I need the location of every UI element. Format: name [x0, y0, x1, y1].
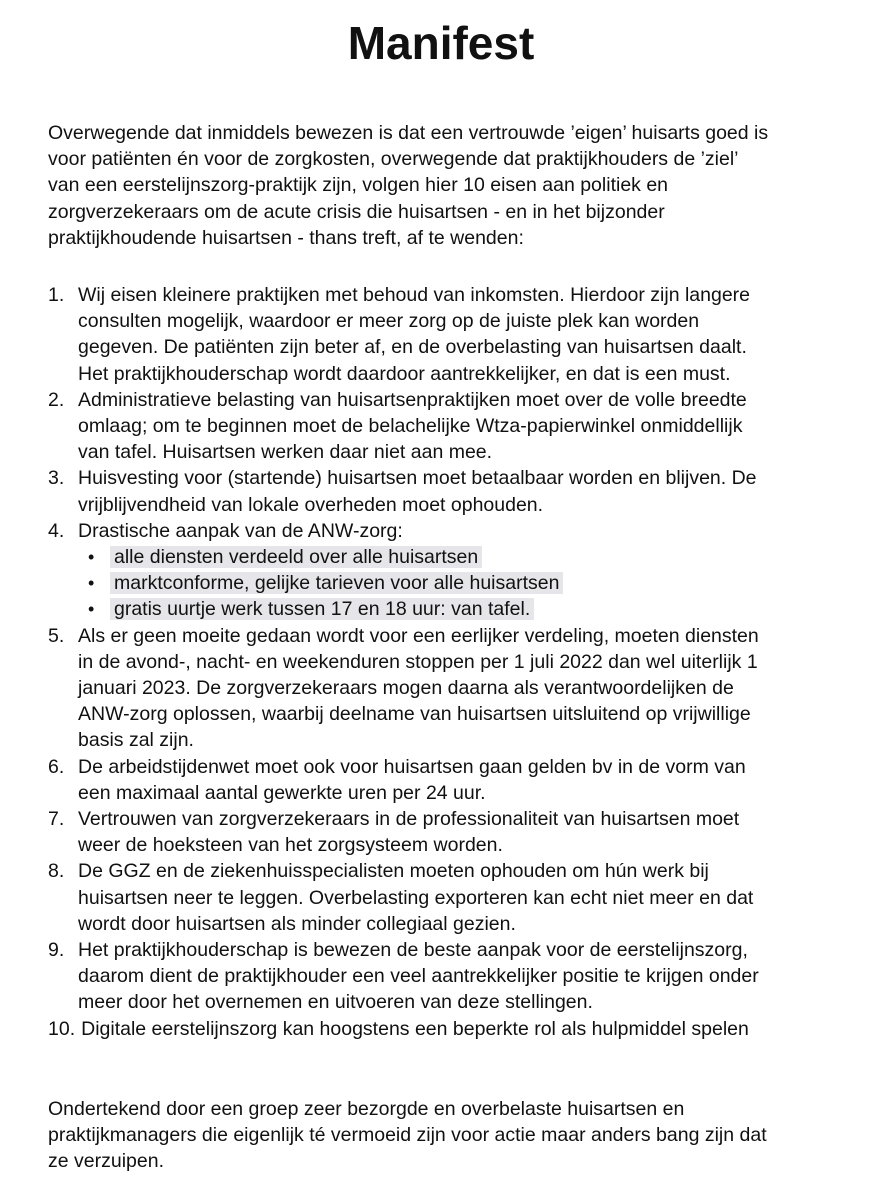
- intro-line: zorgverzekeraars om de acute crisis die huisartsen - en in het bijzonder: [48, 200, 665, 223]
- item-line: Administratieve belasting van huisartsenpraktijken moet over de volle breedte: [78, 388, 747, 411]
- list-item: [48, 387, 848, 466]
- list-item: [48, 754, 848, 806]
- sub-bullet-list: [78, 544, 848, 623]
- item-number: 10.: [48, 1017, 76, 1040]
- item-line: Drastische aanpak van de ANW-zorg:: [78, 519, 403, 542]
- item-line: Digitale eerstelijnszorg kan hoogstens een beperkte rol als hulpmiddel spelen: [81, 1017, 749, 1040]
- intro-line: praktijkhoudende huisartsen - thans treft, af te wenden:: [48, 226, 524, 249]
- list-item: [48, 282, 848, 387]
- item-line: weer de hoeksteen van het zorgsysteem worden.: [78, 834, 503, 857]
- highlighted-text: alle diensten verdeeld over alle huisartsen: [110, 546, 482, 568]
- bullet-icon: •: [88, 573, 95, 594]
- item-line: Vertrouwen van zorgverzekeraars in de professionaliteit van huisartsen moet: [78, 808, 740, 831]
- item-line: Als er geen moeite gedaan wordt voor een eerlijker verdeling, moeten diensten: [78, 624, 759, 647]
- sub-bullet-item: [78, 544, 848, 570]
- item-number: 8.: [48, 860, 65, 883]
- item-number: 1.: [48, 284, 65, 306]
- item-number: 6.: [48, 755, 65, 778]
- item-line: omlaag; om te beginnen moet de belachelijke Wtza-papierwinkel onmiddellijk: [78, 415, 743, 438]
- list-item: [48, 858, 848, 937]
- item-number: 4.: [48, 519, 65, 542]
- item-number: 5.: [48, 624, 65, 647]
- intro-line: Overwegende dat inmiddels bewezen is dat een vertrouwde ’eigen’ huisarts goed is: [48, 122, 769, 144]
- demands-list: [48, 282, 848, 1042]
- page-title: Manifest: [347, 17, 535, 69]
- item-line: basis zal zijn.: [78, 729, 194, 752]
- outro-line: praktijkmanagers die eigenlijk té vermoeid zijn voor actie maar anders bang zijn dat: [48, 1124, 767, 1147]
- item-line: gegeven. De patiënten zijn beter af, en de overbelasting van huisartsen daalt.: [78, 336, 747, 359]
- list-item: [48, 1016, 848, 1042]
- bullet-icon: •: [88, 599, 95, 620]
- item-line: een maximaal aantal gewerkte uren per 24 uur.: [78, 781, 486, 804]
- item-line: consulten mogelijk, waardoor er meer zorg op de juiste plek kan worden: [78, 310, 700, 333]
- item-line: januari 2023. De zorgverzekeraars mogen daarna als verantwoordelijken de: [78, 677, 734, 700]
- item-line: meer door het overnemen en uitvoeren van deze stellingen.: [78, 991, 593, 1014]
- list-item: [48, 518, 848, 623]
- intro-line: van een eerstelijnszorg-praktijk zijn, volgen hier 10 eisen aan politiek en: [48, 174, 669, 197]
- item-number: 7.: [48, 808, 65, 831]
- item-line: De GGZ en de ziekenhuisspecialisten moeten ophouden om hún werk bij: [78, 860, 709, 883]
- item-line: De arbeidstijdenwet moet ook voor huisartsen gaan gelden bv in de vorm van: [78, 755, 746, 778]
- list-item: [48, 806, 848, 858]
- list-item: [48, 623, 848, 754]
- item-line: ANW-zorg oplossen, waarbij deelname van huisartsen uitsluitend op vrijwillige: [78, 703, 751, 726]
- sub-bullet-item: [78, 570, 848, 596]
- item-line: huisartsen neer te leggen. Overbelasting exporteren kan echt niet meer en dat: [78, 886, 754, 909]
- item-line: daarom dient de praktijkhouder een veel aantrekkelijker positie te krijgen onder: [78, 965, 759, 988]
- item-line: Het praktijkhouderschap wordt daardoor aantrekkelijker, en dat is een must.: [78, 362, 731, 385]
- intro-line: voor patiënten én voor de zorgkosten, overwegende dat praktijkhouders de ’ziel’: [48, 148, 739, 171]
- item-line: Wij eisen kleinere praktijken met behoud van inkomsten. Hierdoor zijn langere: [78, 284, 751, 306]
- intro-paragraph: [48, 120, 848, 251]
- item-line: Het praktijkhouderschap is bewezen de beste aanpak voor de eerstelijnszorg,: [78, 939, 748, 962]
- sub-bullet-item: [78, 596, 848, 622]
- item-number: 2.: [48, 388, 65, 411]
- signature-paragraph: [48, 1096, 848, 1175]
- item-line: wordt door huisartsen als minder collegiaal gezien.: [78, 912, 516, 935]
- outro-line: Ondertekend door een groep zeer bezorgde en overbelaste huisartsen en: [48, 1098, 685, 1120]
- item-line: van tafel. Huisartsen werken daar niet aan mee.: [78, 441, 493, 464]
- item-line: vrijblijvendheid van lokale overheden moet ophouden.: [78, 493, 544, 516]
- item-line: in de avond-, nacht- en weekenduren stoppen per 1 juli 2022 dan wel uiterlijk 1: [78, 650, 758, 673]
- list-item: [48, 465, 848, 517]
- item-number: 9.: [48, 939, 65, 962]
- item-line: Huisvesting voor (startende) huisartsen moet betaalbaar worden en blijven. De: [78, 467, 757, 490]
- highlighted-text: marktconforme, gelijke tarieven voor alle huisartsen: [110, 572, 563, 594]
- outro-line: ze verzuipen.: [48, 1150, 164, 1173]
- highlighted-text: gratis uurtje werk tussen 17 en 18 uur: van tafel.: [110, 598, 534, 620]
- list-item: [48, 937, 848, 1016]
- item-number: 3.: [48, 467, 65, 490]
- bullet-icon: •: [88, 547, 95, 568]
